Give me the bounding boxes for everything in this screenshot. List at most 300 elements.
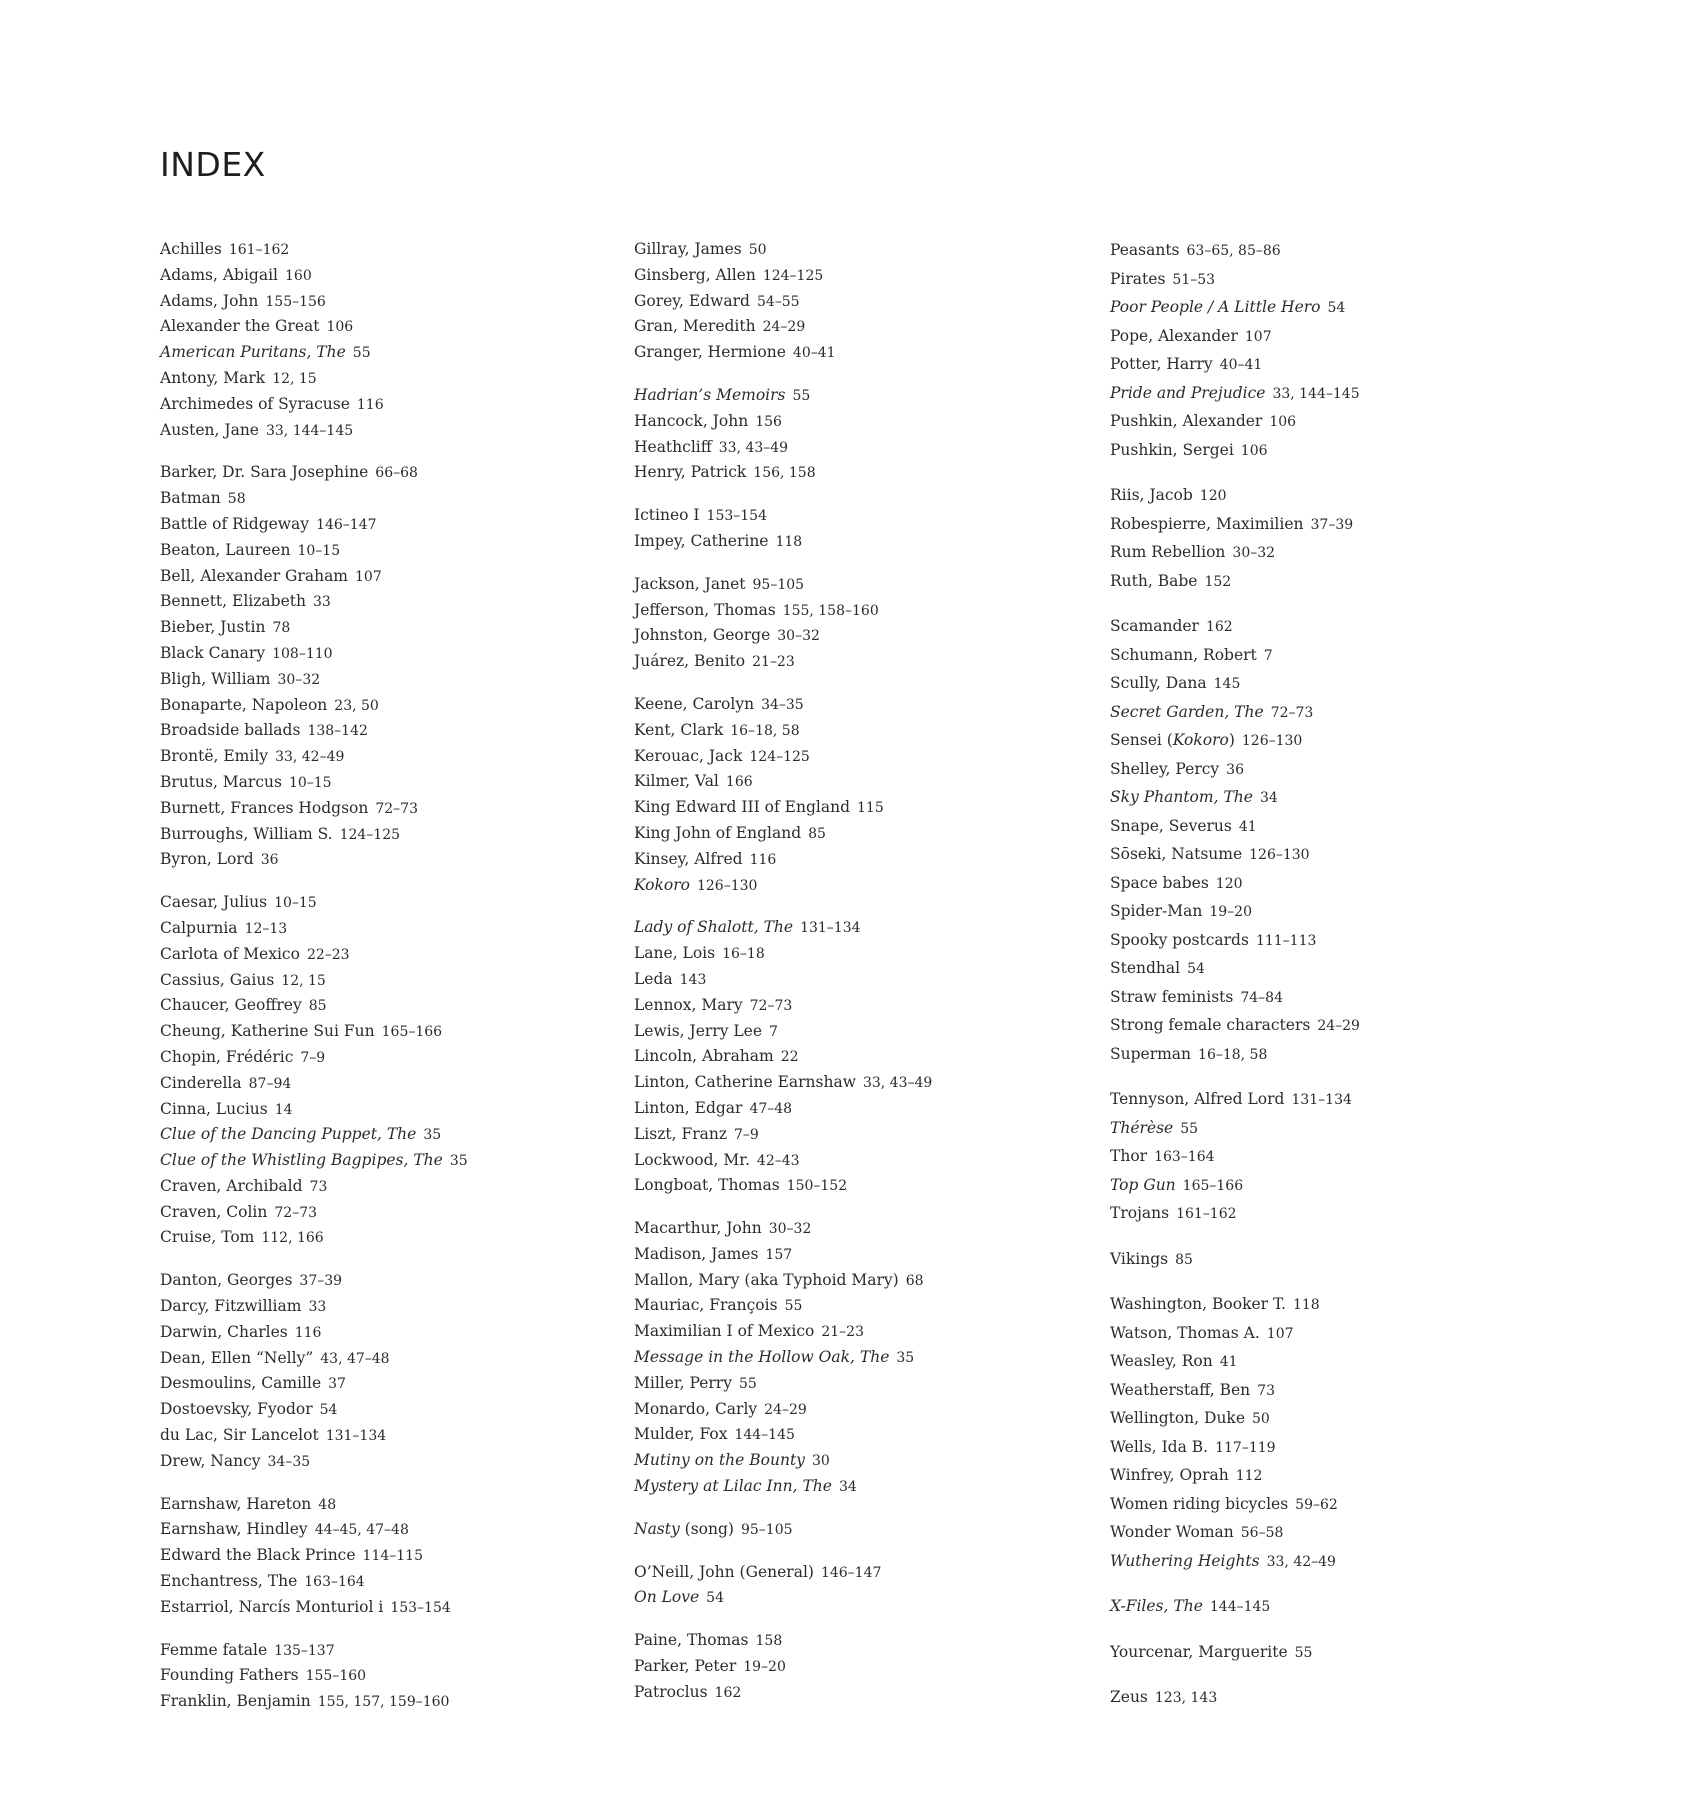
index-entry [160, 1320, 580, 1346]
index-entry-term: Calpurnia [160, 918, 238, 937]
index-entry-term: Potter, Harry [1110, 355, 1213, 373]
index-entry-pages: 51–53 [1172, 271, 1216, 288]
index-entry-pages: 120 [1215, 875, 1243, 892]
index-entry [1110, 898, 1530, 927]
index-entry-term: King John of England [634, 823, 802, 842]
index-entry-term: Keene, Carolyn [634, 694, 755, 713]
index-entry [634, 314, 1054, 340]
index-entry [160, 615, 580, 641]
index-entry-pages: 7 [769, 1023, 778, 1040]
index-entry [1110, 1519, 1530, 1548]
index-entry-pages: 106 [1240, 442, 1268, 459]
index-entry-term: Mystery at Lilac Inn, The [634, 1477, 832, 1496]
index-entry [160, 916, 580, 942]
index-entry-term: Sensei ( [1110, 731, 1173, 749]
index-entry-pages: 66–68 [375, 465, 418, 482]
index-letter-group [634, 692, 1054, 898]
index-entry-pages: 55 [1294, 1644, 1313, 1661]
index-entry-pages: 22–23 [306, 946, 350, 963]
index-entry-pages: 153–154 [390, 1599, 451, 1616]
index-entry-term: Kokoro [1172, 731, 1229, 749]
index-entry [160, 1174, 580, 1200]
index-entry-term: Cinderella [160, 1073, 242, 1092]
index-entry-term: Battle of Ridgeway [160, 514, 310, 533]
index-entry-pages: 156 [755, 413, 782, 430]
index-entry [1110, 568, 1530, 597]
index-entry [1110, 670, 1530, 699]
index-entry-term: Craven, Archibald [160, 1176, 303, 1195]
index-entry-pages: 54 [1327, 300, 1346, 316]
index-entry-pages: 95–105 [740, 1521, 793, 1538]
index-entry-term: Robespierre, Maximilien [1110, 514, 1304, 533]
index-entry-term: Byron, Lord [160, 850, 254, 869]
index-entry-term: Kerouac, Jack [634, 746, 743, 765]
index-entry [1110, 1462, 1530, 1491]
index-entry-term: Watson, Thomas A. [1110, 1323, 1260, 1342]
index-entry-term: Desmoulins, Camille [160, 1374, 322, 1393]
index-entry-pages: 143 [679, 971, 707, 988]
index-entry [634, 1070, 1054, 1096]
index-entry-term: Shelley, Percy [1110, 759, 1220, 778]
index-entry-pages: 40–41 [1219, 357, 1263, 373]
index-letter-group [634, 503, 1054, 555]
index-entry-term: Lady of Shalott, The [634, 918, 794, 937]
index-entry-term: Burnett, Frances Hodgson [160, 798, 369, 817]
index-entry-term: Ictineo I [634, 506, 700, 525]
index-entry [160, 538, 580, 564]
index-entry-pages: 131–134 [1291, 1092, 1352, 1108]
index-entry [634, 1371, 1054, 1397]
index-entry-term: Earnshaw, Hindley [160, 1520, 308, 1539]
index-entry-pages: 55 [738, 1375, 757, 1392]
index-entry [160, 667, 580, 693]
index-entry [1110, 323, 1530, 352]
index-entry [1110, 727, 1530, 756]
index-entry-pages: 150–152 [786, 1178, 848, 1195]
index-entry-pages: 73 [1257, 1382, 1275, 1399]
index-entry-term: Darcy, Fitzwilliam [160, 1297, 302, 1316]
index-entry [634, 1242, 1054, 1268]
index-entry-term: Patroclus [634, 1682, 708, 1701]
index-entry [160, 1148, 580, 1174]
index-entry [634, 1293, 1054, 1319]
index-entry-term: Barker, Dr. Sara Josephine [160, 463, 369, 482]
index-entry-term: Longboat, Thomas [634, 1176, 780, 1195]
index-entry [1110, 813, 1530, 842]
index-entry-pages: 78 [272, 620, 291, 637]
index-entry-pages: 35 [449, 1153, 468, 1170]
index-entry-pages: 117–119 [1215, 1439, 1276, 1456]
index-entry-term: Bligh, William [160, 669, 271, 688]
index-entry-term: Kent, Clark [634, 720, 724, 739]
index-entry-pages: 74–84 [1240, 989, 1283, 1006]
index-entry-term: Ginsberg, Allen [634, 265, 756, 284]
index-entry [1110, 1246, 1530, 1275]
index-entry-pages: 135–137 [274, 1642, 335, 1659]
index-entry [160, 968, 580, 994]
index-entry [160, 1045, 580, 1071]
index-entry-pages: 12–13 [244, 920, 288, 937]
index-entry-term: Adams, John [160, 291, 259, 310]
index-entry-term: Edward the Black Prince [160, 1546, 356, 1565]
index-entry [1110, 437, 1530, 466]
index-entry-pages: 123, 143 [1154, 1690, 1218, 1706]
index-entry-term: Mutiny on the Bounty [634, 1451, 805, 1470]
index-entry-pages: 33, 42–49 [275, 749, 345, 766]
index-entry-term: Hancock, John [634, 411, 749, 430]
index-entry [634, 1474, 1054, 1500]
index-entry-term: Founding Fathers [160, 1666, 299, 1685]
index-entry [1110, 1639, 1530, 1668]
index-entry [634, 1560, 1054, 1586]
index-entry-pages: 87–94 [248, 1075, 292, 1092]
index-entry [634, 598, 1054, 624]
index-entry [160, 847, 580, 873]
index-entry-pages: 72–73 [749, 997, 793, 1014]
index-entry-term: Pride and Prejudice [1110, 383, 1266, 402]
index-entry-term: Gorey, Edward [634, 291, 750, 310]
index-entry-pages: 59–62 [1295, 1496, 1338, 1513]
index-entry-term: Weatherstaff, Ben [1110, 1380, 1251, 1399]
index-entry-pages: 19–20 [1209, 904, 1252, 920]
index-entry-pages: 33, 43–49 [862, 1075, 933, 1092]
index-entry-term: Paine, Thomas [634, 1631, 749, 1650]
index-entry [160, 1097, 580, 1123]
index-entry [1110, 1684, 1530, 1713]
index-entry [1110, 1200, 1530, 1229]
index-entry [1110, 1172, 1530, 1201]
index-entry-term: King Edward III of England [634, 798, 850, 817]
index-entry-term: Wuthering Heights [1110, 1551, 1260, 1570]
index-entry-pages: 161–162 [228, 242, 290, 258]
index-entry [160, 1638, 580, 1664]
index-entry-term: Impey, Catherine [634, 531, 769, 550]
index-entry-pages: 16–18, 58 [1198, 1046, 1268, 1063]
index-entry [634, 340, 1054, 366]
index-entry-pages: 144–145 [734, 1427, 795, 1444]
index-entry [634, 1268, 1054, 1294]
index-entry [1110, 351, 1530, 380]
index-entry-term: Tennyson, Alfred Lord [1110, 1090, 1285, 1108]
index-entry-term: Schumann, Robert [1110, 645, 1257, 664]
index-entry-pages: 112 [1235, 1468, 1263, 1484]
index-entry-term: Carlota of Mexico [160, 944, 300, 963]
index-entry-pages: 30–32 [277, 671, 321, 688]
index-entry-pages: 41 [1219, 1354, 1238, 1370]
index-letter-group [1110, 613, 1530, 1069]
index-entry-pages: 55 [1180, 1120, 1199, 1137]
index-entry-pages: 19–20 [743, 1659, 786, 1676]
index-entry-pages: 30–32 [1232, 545, 1276, 561]
index-entry [1110, 1012, 1530, 1041]
index-entry [160, 263, 580, 289]
index-entry-term: Spider-Man [1110, 902, 1203, 920]
index-entry-pages: 155–160 [305, 1668, 367, 1685]
index-letter-group [634, 1517, 1054, 1543]
index-entry [160, 289, 580, 315]
index-entry [634, 435, 1054, 461]
index-entry-pages: 118 [1292, 1297, 1320, 1313]
index-letter-group [160, 1492, 580, 1621]
index-entry-term: Cheung, Katherine Sui Fun [160, 1022, 375, 1041]
index-entry-pages: 155–156 [265, 293, 326, 310]
index-entry-term: Nasty [634, 1519, 680, 1538]
index-entry-pages: 85 [1175, 1251, 1193, 1268]
index-entry-pages: 162 [1205, 619, 1233, 635]
index-entry-pages: 162 [714, 1684, 742, 1701]
index-entry [1110, 613, 1530, 642]
index-entry-pages: 55 [784, 1298, 803, 1315]
index-entry [634, 795, 1054, 821]
index-entry [160, 1122, 580, 1148]
index-entry [1110, 1320, 1530, 1349]
index-entry [1110, 1348, 1530, 1377]
index-entry [160, 512, 580, 538]
index-entry-term: Message in the Hollow Oak, The [634, 1348, 890, 1367]
index-entry-term: Jackson, Janet [634, 574, 746, 593]
index-entry [160, 1371, 580, 1397]
index-entry [1110, 1548, 1530, 1577]
index-entry-pages: 21–23 [821, 1324, 864, 1341]
index-entry-pages: 163–164 [1154, 1149, 1215, 1165]
index-entry-term: Liszt, Franz [634, 1124, 728, 1143]
index-entry-pages: 120 [1199, 488, 1227, 504]
index-entry [634, 503, 1054, 529]
index-entry [1110, 539, 1530, 568]
index-entry-pages: 34 [838, 1479, 857, 1496]
index-entry-pages: 30–32 [768, 1221, 812, 1238]
index-letter-group [634, 572, 1054, 675]
index-entry-pages: 107 [355, 568, 382, 585]
index-entry [634, 383, 1054, 409]
index-entry-term: Cassius, Gaius [160, 970, 275, 989]
index-entry-term: Trojans [1110, 1204, 1170, 1222]
index-entry-term: Pushkin, Alexander [1110, 412, 1263, 430]
index-entry-term: Sōseki, Natsume [1110, 845, 1243, 863]
index-entry-pages: 40–41 [792, 345, 836, 362]
index-entry [1110, 955, 1530, 984]
index-entry-term: Wells, Ida B. [1110, 1437, 1209, 1456]
index-entry [634, 1148, 1054, 1174]
index-entry-pages: 118 [775, 533, 803, 550]
index-entry [634, 993, 1054, 1019]
index-entry-term: Strong female characters [1110, 1016, 1311, 1034]
index-entry [634, 1585, 1054, 1611]
index-entry-term: Weasley, Ron [1110, 1352, 1213, 1370]
index-entry-pages: 34 [1259, 790, 1278, 806]
index-entry [1110, 927, 1530, 956]
index-entry-pages: 112, 166 [261, 1230, 324, 1247]
index-entry [160, 822, 580, 848]
index-entry-pages: 35 [423, 1127, 442, 1144]
index-entry-term: Chopin, Frédéric [160, 1047, 294, 1066]
index-entry-pages: 24–29 [762, 319, 806, 336]
index-entry-term: Pope, Alexander [1110, 326, 1238, 345]
index-letter-group [634, 915, 1054, 1199]
index-entry-term: American Puritans, The [160, 343, 346, 362]
index-entry [1110, 1377, 1530, 1406]
index-entry-term: Mulder, Fox [634, 1425, 728, 1444]
index-entry-term: Brutus, Marcus [160, 772, 282, 791]
index-entry [1110, 237, 1530, 266]
index-entry [1110, 408, 1530, 437]
index-entry-term: Clue of the Dancing Puppet, The [160, 1125, 417, 1144]
index-entry-term: Johnston, George [634, 626, 771, 645]
index-entry-term: Linton, Catherine Earnshaw [634, 1073, 856, 1092]
index-entry [1110, 511, 1530, 540]
index-entry [634, 873, 1054, 899]
index-entry-term: Macarthur, John [634, 1219, 762, 1238]
index-letter-group [160, 237, 580, 443]
index-entry [160, 1397, 580, 1423]
index-entry-term: Kinsey, Alfred [634, 849, 743, 868]
index-entry [634, 847, 1054, 873]
index-entry [160, 1569, 580, 1595]
index-entry [160, 589, 580, 615]
index-column-1 [160, 237, 580, 1715]
index-entry-pages: 7–9 [734, 1126, 759, 1143]
index-entry-term: Lockwood, Mr. [634, 1150, 750, 1169]
index-entry [634, 744, 1054, 770]
index-entry-term: Lincoln, Abraham [634, 1047, 774, 1066]
index-entry-pages: 54 [319, 1402, 338, 1419]
index-entry-pages: 50 [1252, 1411, 1270, 1427]
index-entry-term: On Love [634, 1588, 700, 1607]
index-entry-pages: 22 [780, 1049, 799, 1066]
index-entry-term: Gillray, James [634, 240, 742, 258]
index-entry [160, 993, 580, 1019]
index-entry-term: Sky Phantom, The [1110, 788, 1253, 806]
index-entry [634, 1319, 1054, 1345]
index-entry-pages: 24–29 [1317, 1018, 1360, 1034]
index-entry-term: Antony, Mark [160, 368, 266, 387]
index-entry [634, 718, 1054, 744]
index-entry-pages: 111–113 [1255, 932, 1317, 949]
index-entry-pages: 55 [792, 387, 811, 404]
index-entry [160, 486, 580, 512]
index-entry-pages: 7–9 [300, 1049, 326, 1066]
index-entry-term: Chaucer, Geoffrey [160, 996, 302, 1015]
index-entry-pages: 116 [294, 1324, 322, 1341]
index-letter-group [1110, 482, 1530, 596]
index-entry-term: Peasants [1110, 241, 1180, 259]
index-entry-pages: 33, 144–145 [1272, 385, 1360, 402]
index-entry [1110, 784, 1530, 813]
index-letter-group [1110, 1246, 1530, 1275]
index-entry-pages: 126–130 [1249, 847, 1310, 863]
index-entry-term: Lewis, Jerry Lee [634, 1021, 763, 1040]
index-entry [1110, 1143, 1530, 1172]
index-entry [160, 460, 580, 486]
index-entry-pages: 54 [1187, 961, 1205, 977]
index-column-2 [634, 237, 1054, 1706]
index-entry-pages: 72–73 [375, 800, 418, 817]
index-entry-pages: 72–73 [274, 1204, 318, 1221]
index-entry [160, 314, 580, 340]
index-entry [634, 623, 1054, 649]
index-entry-pages: 115 [857, 800, 884, 817]
index-entry-term: Ruth, Babe [1110, 571, 1198, 590]
index-entry-term: Franklin, Benjamin [160, 1692, 311, 1711]
index-entry-pages: 163–164 [304, 1574, 365, 1591]
index-entry [160, 1346, 580, 1372]
index-entry-pages: 131–134 [800, 920, 861, 937]
index-entry-pages: 72–73 [1270, 704, 1314, 721]
index-entry [634, 941, 1054, 967]
index-entry-pages: 124–125 [762, 267, 824, 284]
index-entry-pages: 10–15 [288, 774, 332, 791]
index-entry-term: Madison, James [634, 1244, 759, 1263]
index-entry-term: Thérèse [1110, 1118, 1174, 1137]
index-entry-pages: 68 [905, 1272, 924, 1289]
index-entry [160, 1200, 580, 1226]
index-letter-group [634, 1216, 1054, 1500]
index-entry-pages: 41 [1238, 818, 1257, 835]
index-entry [160, 1423, 580, 1449]
index-entry-pages: 73 [309, 1178, 328, 1195]
index-entry-pages: 37–39 [299, 1273, 343, 1290]
index-entry-term: Alexander the Great [160, 317, 320, 336]
index-entry-pages: 37 [328, 1376, 346, 1393]
index-entry-term: Winfrey, Oprah [1110, 1466, 1229, 1484]
index-entry-term: Wellington, Duke [1110, 1409, 1245, 1427]
index-letter-group [160, 1638, 580, 1715]
index-entry-pages: 36 [1226, 761, 1244, 778]
index-entry-pages: 58 [227, 491, 246, 508]
index-entry-pages: 85 [308, 998, 327, 1015]
index-entry-pages: 165–166 [1182, 1177, 1244, 1194]
index-entry-pages: 16–18 [722, 946, 765, 963]
index-entry [634, 1422, 1054, 1448]
index-entry-term: Yourcenar, Marguerite [1110, 1642, 1288, 1661]
index-entry-term: Heathcliff [634, 437, 712, 456]
index-entry-pages: 107 [1244, 328, 1272, 345]
index-entry [1110, 1041, 1530, 1070]
index-entry-term: Dostoevsky, Fyodor [160, 1400, 313, 1419]
index-entry-pages: 116 [356, 396, 384, 413]
index-entry-pages: 21–23 [752, 654, 795, 671]
index-entry-term: Black Canary [160, 643, 266, 662]
index-entry-term: Lennox, Mary [634, 995, 743, 1014]
index-entry-term: Thor [1110, 1147, 1148, 1165]
index-entry-term: Pirates [1110, 269, 1166, 288]
index-entry-term: Kilmer, Val [634, 772, 719, 791]
index-entry-term: Rum Rebellion [1110, 543, 1226, 561]
index-entry-term: Pushkin, Sergei [1110, 440, 1234, 459]
index-letter-group [1110, 1684, 1530, 1713]
index-entry [634, 237, 1054, 263]
index-entry [160, 693, 580, 719]
page-title: INDEX [160, 145, 266, 184]
index-entry-pages: 37–39 [1310, 516, 1354, 533]
index-entry-term: Archimedes of Syracuse [160, 394, 350, 413]
index-entry [160, 1225, 580, 1251]
index-entry-pages: 35 [896, 1350, 915, 1367]
index-letter-group [1110, 1639, 1530, 1668]
index-entry-pages: 33, 43–49 [718, 439, 789, 456]
index-entry-term: Vikings [1110, 1249, 1169, 1268]
index-entry [634, 529, 1054, 555]
index-entry-term: Stendhal [1110, 959, 1181, 977]
index-entry-term: Beaton, Laureen [160, 540, 291, 559]
index-entry-term: Burroughs, William S. [160, 824, 333, 843]
index-letter-group [634, 383, 1054, 486]
index-entry-pages: 153–154 [706, 508, 767, 525]
index-entry-term: Achilles [160, 240, 222, 258]
index-entry [160, 890, 580, 916]
index-entry-term: Brontë, Emily [160, 747, 269, 766]
index-entry-term: Estarriol, Narcís Monturiol i [160, 1597, 384, 1616]
